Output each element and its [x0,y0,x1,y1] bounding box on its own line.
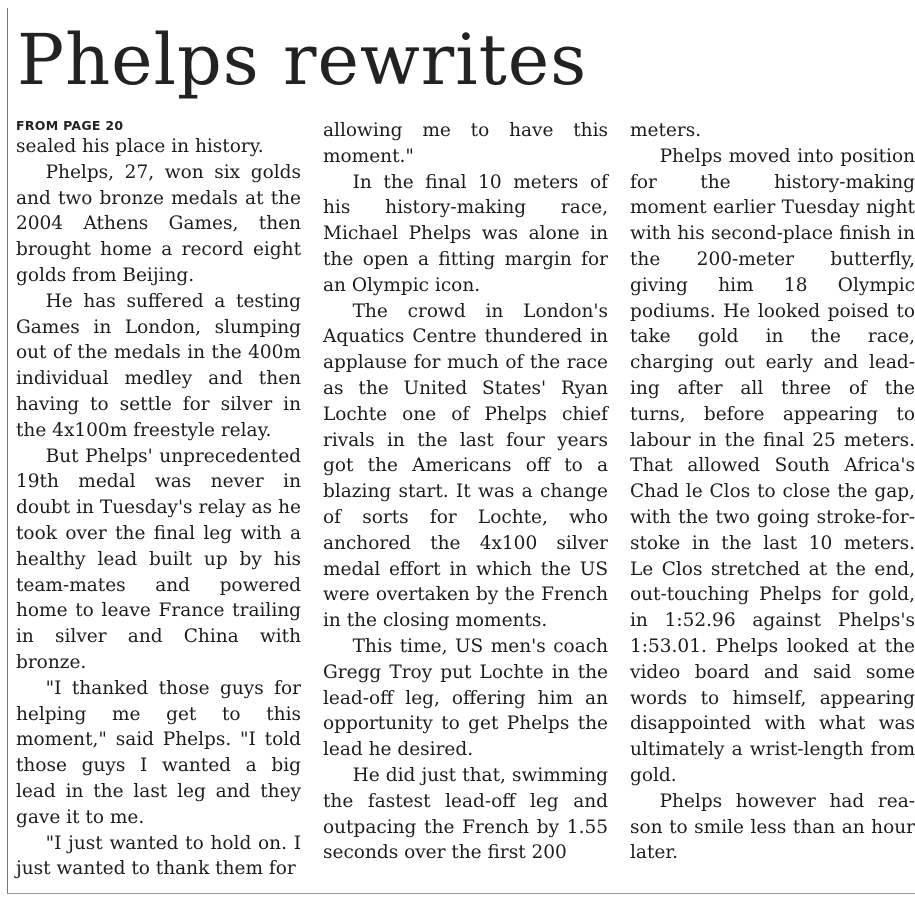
article-paragraph: Phelps, 27, won six golds and two bronze medals at the 2004 Athens Games, then brought home a record eight golds from Beijing. [16,161,301,286]
article-paragraph: He has suffered a testing Games in London, slumping out of the medals in the 400m individual medley and then having to settle for silver in the 4x100m freestyle relay. [16,290,301,441]
article-paragraph: "I thanked those guys for helping me get to this moment," said Phelps. "I told those guys I wanted a big lead in the last leg and they gave it to me. [16,677,301,828]
article-column-3 [630,118,915,866]
article-paragraph: allowing me to have this moment." [323,120,608,167]
continuation-kicker: FROM PAGE 20 [16,118,124,133]
article-paragraph: Phelps however had reason to smile less than an hour later. [630,790,915,864]
article-paragraph: This time, US men's coach Gregg Troy put Lochte in the lead-off leg, offering him an opportunity to get Phelps the lead he desired. [323,635,608,761]
left-column-rule [7,8,8,893]
article-paragraph: "I just wanted to hold on. I just wanted to thank them for [16,832,301,880]
article-paragraph: Phelps moved into position for the history-making moment earlier Tuesday night with his second-place finish in the 200-meter butterfly, giving him 18 Olympic podiums. He looked poised to take gold in the race, charging out early and leading after all three of the turns, before appearing to labour in the final 25 meters. That allowed South Africa's Chad le Clos to close the gap, with the two going stroke-for-stoke in the last 10 meters. Le Clos stretched at the end, out-touching Phelps for gold, in 1:52.96 against Phelps's 1:53.01. Phelps looked at the video board and said some words to himself, appearing disappointed with what was ultimately a wrist-length from gold. [630,145,915,786]
article-paragraph: The crowd in London's Aquatics Centre thundered in applause for much of the race as the United States' Ryan Lochte one of Phelps chief rivals in the last four years got the Americans off to a blazing start. It was a change of sorts for Lochte, who anchored the 4x100 silver medal effort in which the US were overtaken by the French in the closing moments. [323,300,608,632]
headline: Phelps rewrites [17,19,588,101]
article-paragraph: But Phelps' unprecedented 19th medal was never in doubt in Tuesday's relay as he took over the final leg with a healthy lead built up by his team-mates and powered home to leave France trailing in silver and China with bronze. [16,445,301,673]
article-paragraph: He did just that, swimming the fastest lead-off leg and outpacing the French by 1.55 seconds over the first 200 [323,764,608,864]
article-column-2 [323,118,608,866]
article-column-1 [16,118,301,882]
article-paragraph: sealed his place in history. [16,136,264,157]
article-paragraph: In the final 10 meters of his history-making race, Michael Phelps was alone in the open a fitting margin for an Olympic icon. [323,171,608,296]
bottom-rule [7,893,915,894]
article-paragraph: meters. [630,120,702,141]
